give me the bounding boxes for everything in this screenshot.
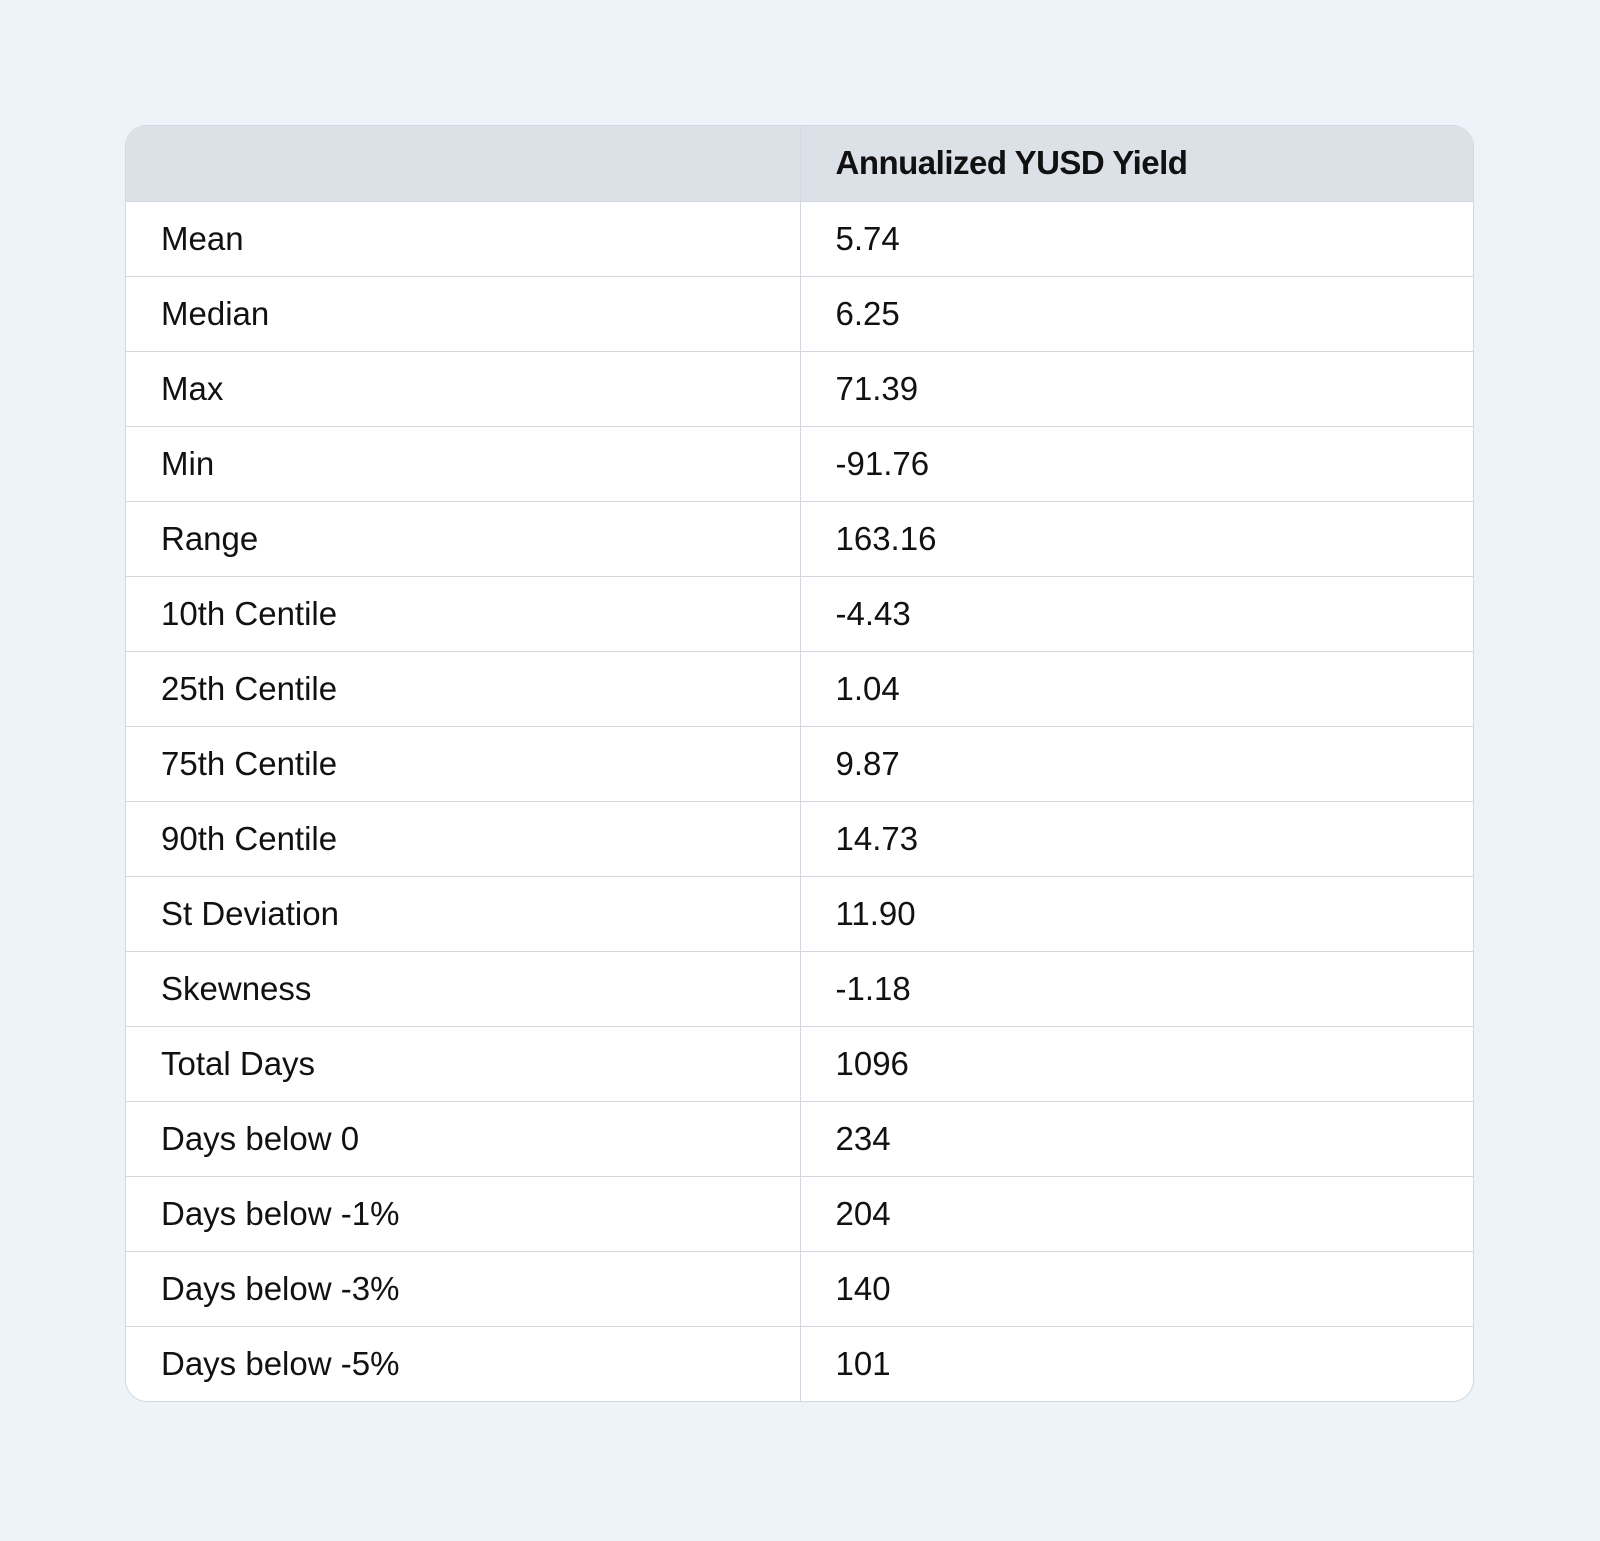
row-label: 75th Centile — [126, 726, 800, 801]
table-row — [126, 576, 1474, 651]
table-row — [126, 1251, 1474, 1326]
table-row — [126, 1101, 1474, 1176]
row-label: 10th Centile — [126, 576, 800, 651]
row-value: 1096 — [800, 1026, 1474, 1101]
table-row — [126, 651, 1474, 726]
row-value: 101 — [800, 1326, 1474, 1401]
stats-table — [126, 126, 1474, 1401]
row-label: Min — [126, 426, 800, 501]
row-value: 163.16 — [800, 501, 1474, 576]
row-label: Days below -1% — [126, 1176, 800, 1251]
row-value: 9.87 — [800, 726, 1474, 801]
row-value: -91.76 — [800, 426, 1474, 501]
row-value: 140 — [800, 1251, 1474, 1326]
row-value: 234 — [800, 1101, 1474, 1176]
table-row — [126, 1176, 1474, 1251]
table-row — [126, 426, 1474, 501]
header-value-cell: Annualized YUSD Yield — [800, 126, 1474, 201]
row-value: -4.43 — [800, 576, 1474, 651]
table-row — [126, 801, 1474, 876]
row-value: 11.90 — [800, 876, 1474, 951]
table-header-row — [126, 126, 1474, 201]
row-value: 204 — [800, 1176, 1474, 1251]
row-label: Max — [126, 351, 800, 426]
row-value: 6.25 — [800, 276, 1474, 351]
table-row — [126, 276, 1474, 351]
row-label: St Deviation — [126, 876, 800, 951]
table-row — [126, 201, 1474, 276]
row-value: -1.18 — [800, 951, 1474, 1026]
row-label: Skewness — [126, 951, 800, 1026]
row-label: Total Days — [126, 1026, 800, 1101]
table-row — [126, 726, 1474, 801]
row-label: Days below -3% — [126, 1251, 800, 1326]
row-label: Mean — [126, 201, 800, 276]
table-row — [126, 1326, 1474, 1401]
table-row — [126, 876, 1474, 951]
row-value: 5.74 — [800, 201, 1474, 276]
table-row — [126, 501, 1474, 576]
row-label: Median — [126, 276, 800, 351]
table-row — [126, 1026, 1474, 1101]
row-label: Days below 0 — [126, 1101, 800, 1176]
table-body — [126, 201, 1474, 1401]
table-row — [126, 351, 1474, 426]
row-value: 71.39 — [800, 351, 1474, 426]
table-row — [126, 951, 1474, 1026]
row-label: 25th Centile — [126, 651, 800, 726]
stats-table-card — [125, 125, 1474, 1402]
row-value: 1.04 — [800, 651, 1474, 726]
row-label: Days below -5% — [126, 1326, 800, 1401]
row-label: 90th Centile — [126, 801, 800, 876]
row-label: Range — [126, 501, 800, 576]
row-value: 14.73 — [800, 801, 1474, 876]
header-label-cell — [126, 126, 800, 201]
